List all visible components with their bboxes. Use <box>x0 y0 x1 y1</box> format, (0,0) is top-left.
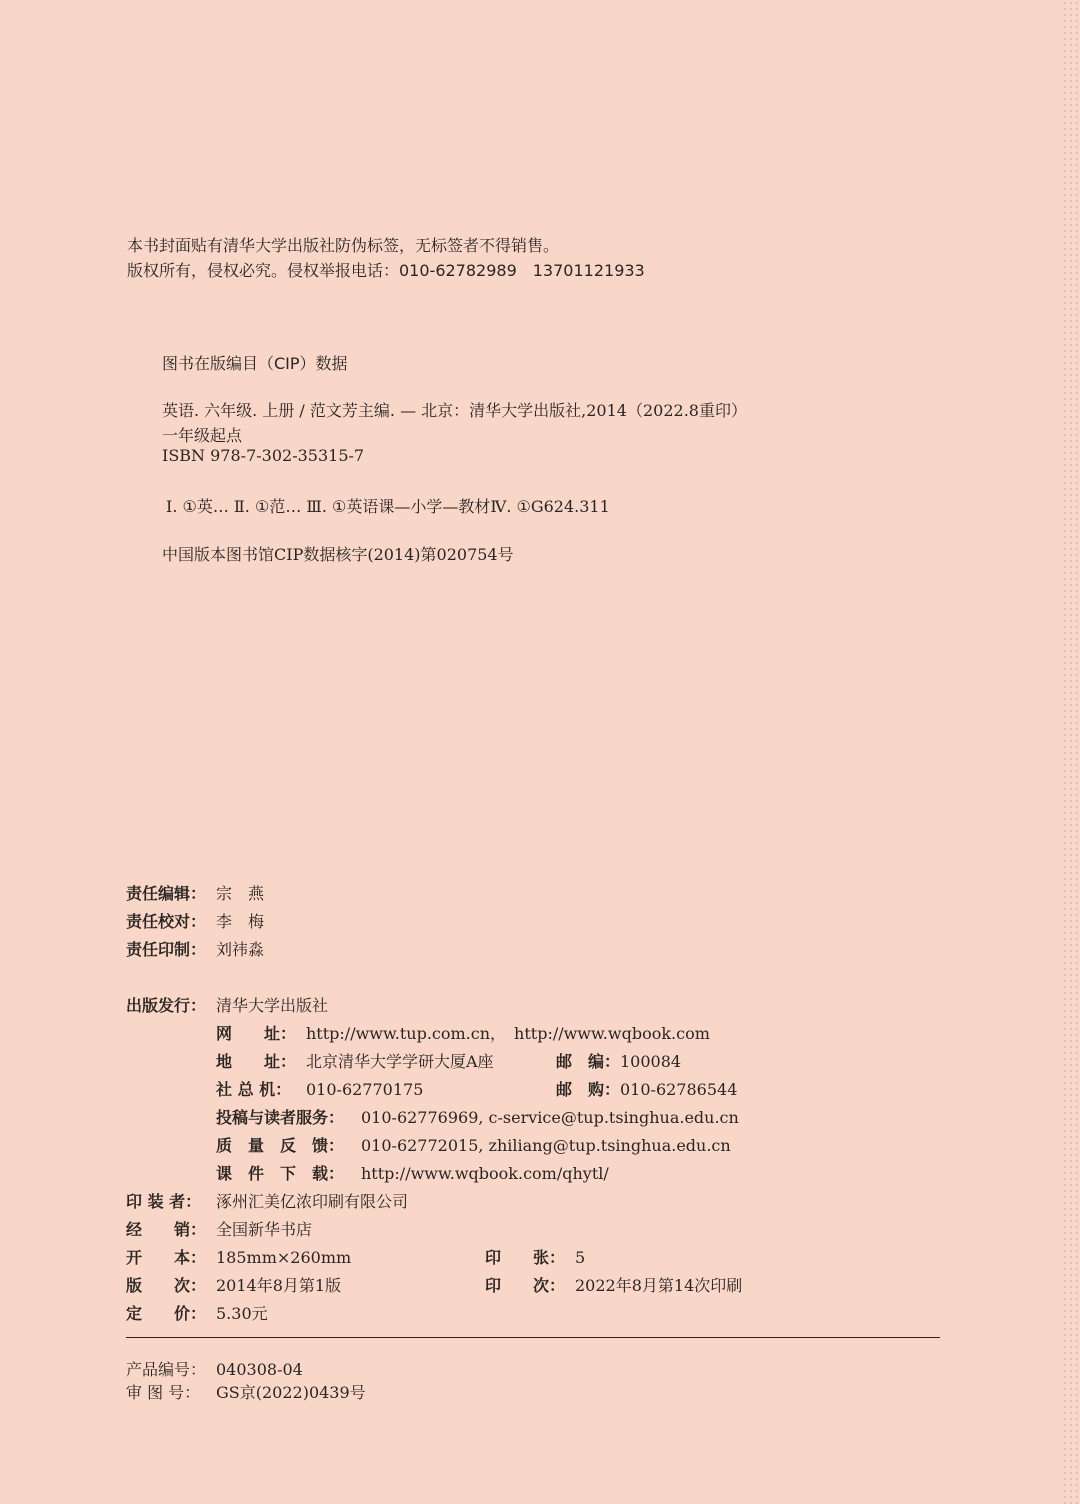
postcode-row <box>556 1049 681 1072</box>
printer-value: 涿州汇美亿浓印刷有限公司 <box>216 1192 409 1211</box>
price-value: 5.30元 <box>216 1304 268 1323</box>
switchboard-row <box>216 1077 423 1100</box>
staff-proof-row <box>126 909 264 932</box>
copyright-notice: 版权所有，侵权必究。侵权举报电话：010-62782989 13701121933 <box>127 261 645 280</box>
printing-row <box>485 1273 742 1296</box>
feedback-label: 质 量 反 馈： <box>216 1136 345 1155</box>
publisher-label: 出版发行： <box>126 996 207 1015</box>
download-value: http://www.wqbook.com/qhytl/ <box>361 1164 609 1183</box>
mailorder-value: 010-62786544 <box>620 1080 738 1099</box>
price-row <box>126 1301 268 1324</box>
cip-title-line: 英语. 六年级. 上册 / 范文芳主编. — 北京：清华大学出版社,2014（2022.8重印） <box>162 401 747 420</box>
product-code-row <box>126 1357 303 1380</box>
mailorder-label: 邮 购： <box>556 1080 621 1099</box>
format-value: 185mm×260mm <box>216 1248 352 1267</box>
website-label: 网 址： <box>216 1024 297 1043</box>
cip-record-number: 中国版本图书馆CIP数据核字(2014)第020754号 <box>162 545 514 564</box>
download-label: 课 件 下 载： <box>216 1164 345 1183</box>
map-approval-value: GS京(2022)0439号 <box>216 1383 366 1402</box>
sheets-row <box>485 1245 585 1268</box>
edition-row <box>126 1273 341 1296</box>
cip-isbn: ISBN 978-7-302-35315-7 <box>162 446 365 465</box>
reader-service-label: 投稿与读者服务： <box>216 1108 345 1127</box>
cip-heading: 图书在版编目（CIP）数据 <box>162 354 348 373</box>
publisher-row <box>126 993 328 1016</box>
price-label: 定 价： <box>126 1304 207 1323</box>
printing-value: 2022年8月第14次印刷 <box>575 1276 743 1295</box>
map-approval-label: 审 图 号： <box>126 1383 201 1402</box>
staff-print-row <box>126 937 264 960</box>
print-label: 责任印制： <box>126 940 207 959</box>
switchboard-label: 社 总 机： <box>216 1080 292 1099</box>
product-code-label: 产品编号： <box>126 1360 207 1379</box>
map-approval-row <box>126 1380 366 1403</box>
reader-service-value: 010-62776969, c-service@tup.tsinghua.edu.cn <box>361 1108 739 1127</box>
postcode-value: 100084 <box>620 1052 682 1071</box>
proof-value: 李 梅 <box>216 912 265 931</box>
divider-line <box>126 1337 940 1338</box>
cip-classification: Ⅰ. ①英… Ⅱ. ①范… Ⅲ. ①英语课—小学—教材Ⅳ. ①G624.311 <box>166 497 610 516</box>
printer-row <box>126 1189 408 1212</box>
feedback-row <box>216 1133 731 1156</box>
format-row <box>126 1245 351 1268</box>
format-label: 开 本： <box>126 1248 207 1267</box>
address-value: 北京清华大学学研大厦A座 <box>306 1052 494 1071</box>
reader-service-row <box>216 1105 739 1128</box>
edition-label: 版 次： <box>126 1276 207 1295</box>
printer-label: 印 装 者： <box>126 1192 202 1211</box>
print-value: 刘祎淼 <box>216 940 265 959</box>
distributor-value: 全国新华书店 <box>216 1220 313 1239</box>
address-label: 地 址： <box>216 1052 297 1071</box>
edition-value: 2014年8月第1版 <box>216 1276 342 1295</box>
download-row <box>216 1161 609 1184</box>
editor-label: 责任编辑： <box>126 884 207 903</box>
printing-label: 印 次： <box>485 1276 566 1295</box>
feedback-value: 010-62772015, zhiliang@tup.tsinghua.edu.cn <box>361 1136 731 1155</box>
mailorder-row <box>556 1077 737 1100</box>
product-code-value: 040308-04 <box>216 1360 303 1379</box>
page-edge-dots <box>1062 0 1080 1504</box>
distributor-label: 经 销： <box>126 1220 207 1239</box>
website-row <box>216 1021 710 1044</box>
distributor-row <box>126 1217 312 1240</box>
editor-value: 宗 燕 <box>216 884 265 903</box>
sheets-value: 5 <box>575 1248 586 1267</box>
cip-subtitle-line: 一年级起点 <box>162 426 243 445</box>
address-row <box>216 1049 494 1072</box>
website-value: http://www.tup.com.cn， http://www.wqbook.com <box>306 1024 710 1043</box>
anti-counterfeit-notice: 本书封面贴有清华大学出版社防伪标签，无标签者不得销售。 <box>127 236 560 255</box>
proof-label: 责任校对： <box>126 912 207 931</box>
postcode-label: 邮 编： <box>556 1052 621 1071</box>
publisher-value: 清华大学出版社 <box>216 996 329 1015</box>
sheets-label: 印 张： <box>485 1248 566 1267</box>
switchboard-value: 010-62770175 <box>306 1080 424 1099</box>
staff-editor-row <box>126 881 264 904</box>
